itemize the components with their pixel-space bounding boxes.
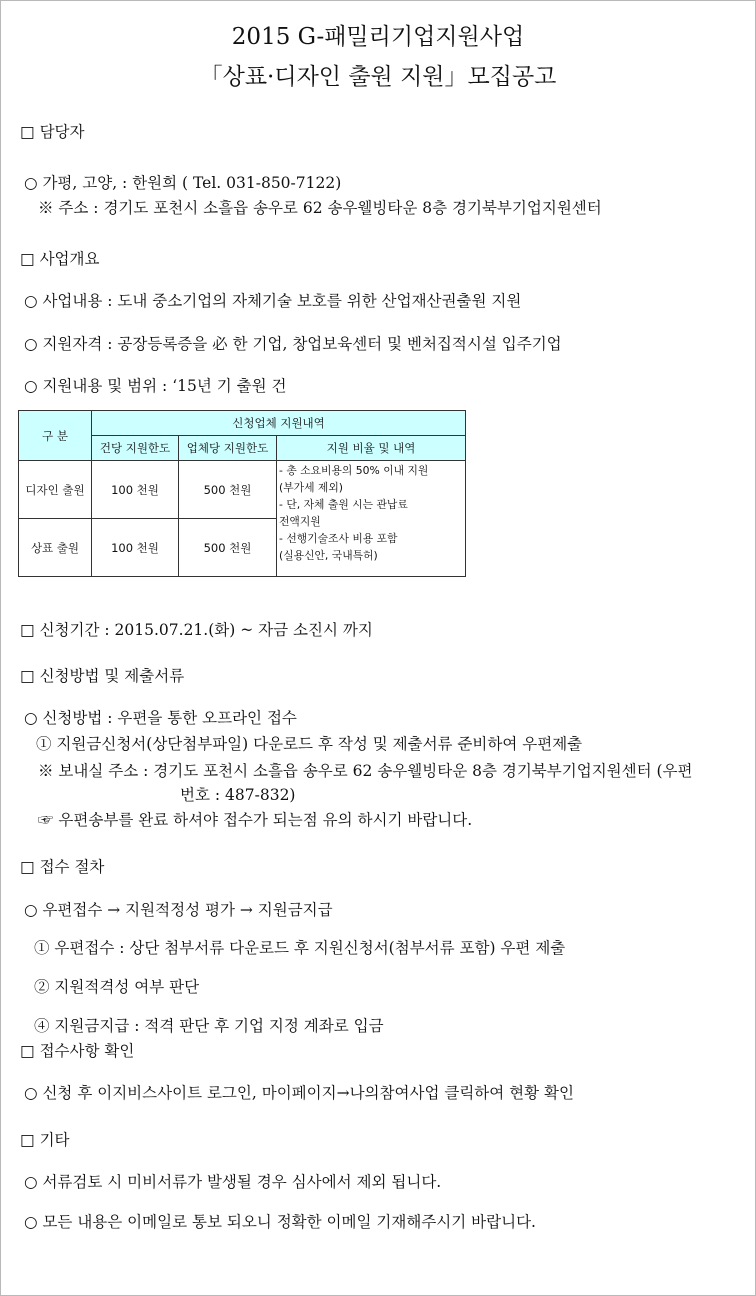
overview-heading: □ 사업개요 (20, 250, 100, 268)
overview-scope: ○ 지원내용 및 범위 : ‘15년 기 출원 건 (24, 377, 287, 395)
table-row (19, 461, 466, 519)
overview-content: ○ 사업내용 : 도내 중소기업의 자체기술 보호를 위한 산업재산권출원 지원 (24, 292, 522, 310)
detail-line: - 총 소요비용의 50% 이내 지원 (279, 464, 429, 477)
method-line-notice: ☞ 우편송부를 완료 하셔야 접수가 되는점 유의 하시기 바랍니다. (38, 811, 473, 829)
table-cell-category: 디자인 출원 (19, 461, 92, 519)
etc-line-1: ○ 서류검토 시 미비서류가 발생될 경우 심사에서 제외 됩니다. (24, 1173, 442, 1191)
table-cell-per-case: 100 천원 (92, 461, 179, 519)
detail-line: (실용신안, 국내특허) (279, 549, 378, 562)
table-cell-ratio-details (277, 461, 466, 577)
confirm-line: ○ 신청 후 이지비스사이트 로그인, 마이페이지→나의참여사업 클릭하여 현황 확인 (24, 1084, 574, 1102)
detail-line: - 단, 자체 출원 시는 관납료 (279, 498, 408, 511)
table-header-category: 구 분 (19, 411, 92, 461)
procedure-flow: ○ 우편접수 → 지원적정성 평가 → 지원금지급 (24, 901, 333, 919)
table-header-group: 신청업체 지원내역 (92, 411, 466, 436)
etc-heading: □ 기타 (20, 1131, 70, 1149)
method-heading: □ 신청방법 및 제출서류 (20, 667, 185, 685)
overview-eligibility: ○ 지원자격 : 공장등록증을 必 한 기업, 창업보육센터 및 벤처집적시설 입주기업 (24, 335, 562, 353)
procedure-step-2: ② 지원적격성 여부 판단 (34, 978, 200, 996)
procedure-step-1: ① 우편접수 : 상단 첨부서류 다운로드 후 지원신청서(첨부서류 포함) 우편 제출 (34, 939, 566, 957)
table-header-per-case: 건당 지원한도 (92, 436, 179, 461)
method-line-offline: ○ 신청방법 : 우편을 통한 오프라인 접수 (24, 709, 297, 727)
detail-line: - 선행기술조사 비용 포함 (279, 532, 398, 545)
notice-title-line1: 2015 G-패밀리기업지원사업 (231, 24, 525, 50)
method-line-postcode: 번호 : 487-832) (180, 786, 296, 804)
contact-address: ※ 주소 : 경기도 포천시 소흘읍 송우로 62 송우웰빙타운 8층 경기북부기업지원센터 (38, 199, 602, 217)
support-table (18, 410, 466, 577)
detail-line: (부가세 제외) (279, 481, 344, 494)
procedure-heading: □ 접수 절차 (20, 858, 105, 876)
detail-line: 전액지원 (279, 515, 321, 528)
notice-title-line2: 「상표·디자인 출원 지원」모집공고 (199, 64, 557, 90)
table-header-ratio: 지원 비율 및 내역 (277, 436, 466, 461)
table-header-per-company: 업체당 지원한도 (179, 436, 277, 461)
contact-person: ○ 가평, 고양, : 한원희 ( Tel. 031-850-7122) (24, 174, 342, 192)
procedure-step-4: ④ 지원금지급 : 적격 판단 후 기업 지정 계좌로 입금 (34, 1017, 384, 1035)
period-heading: □ 신청기간 : 2015.07.21.(화) ~ 자금 소진시 까지 (20, 621, 373, 639)
method-line-form: ① 지원금신청서(상단첨부파일) 다운로드 후 작성 및 제출서류 준비하여 우편제출 (36, 735, 583, 753)
table-cell-per-company: 500 천원 (179, 519, 277, 577)
etc-line-2: ○ 모든 내용은 이메일로 통보 되오니 정확한 이메일 기재해주시기 바랍니다. (24, 1213, 536, 1231)
table-cell-category: 상표 출원 (19, 519, 92, 577)
confirm-heading: □ 접수사항 확인 (20, 1042, 135, 1060)
table-cell-per-company: 500 천원 (179, 461, 277, 519)
table-cell-per-case: 100 천원 (92, 519, 179, 577)
contact-heading: □ 담당자 (20, 123, 85, 141)
method-line-address: ※ 보내실 주소 : 경기도 포천시 소흘읍 송우로 62 송우웰빙타운 8층 경기북부기업지원센터 (우편 (38, 762, 693, 780)
